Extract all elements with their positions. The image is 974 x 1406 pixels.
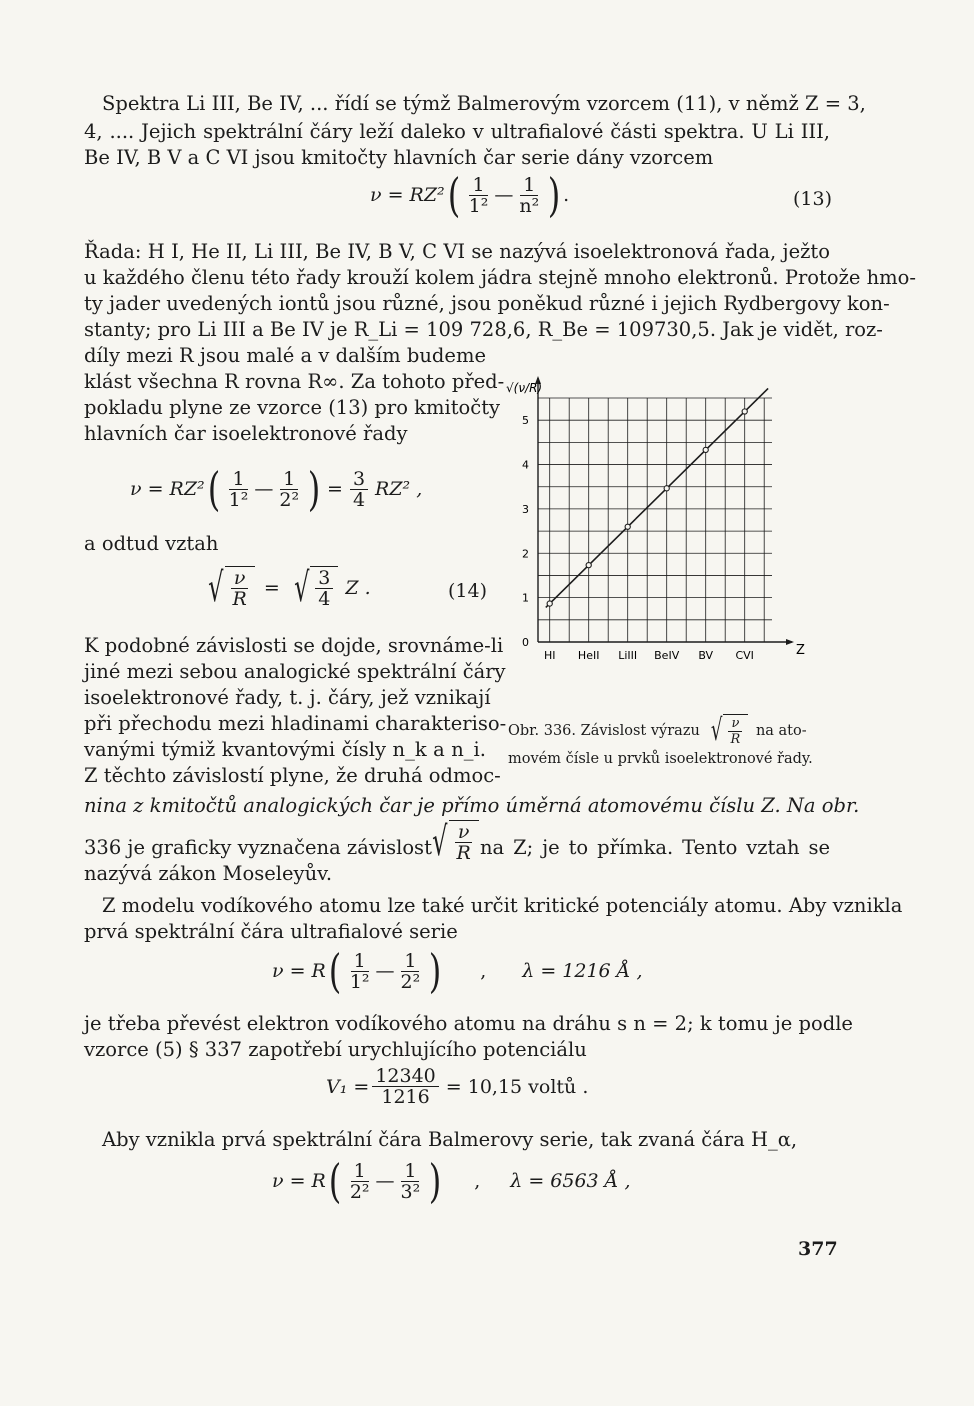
eq-lhs: ν = RZ² <box>370 184 445 206</box>
caption-text: Obr. 336. Závislost výrazu <box>508 723 700 739</box>
moseley-chart <box>500 366 820 676</box>
eq-comma: , <box>480 960 487 982</box>
text-line: při přechodu mezi hladinami charakteriso- <box>84 712 507 735</box>
eq-tail: Z . <box>345 577 371 599</box>
data-point <box>625 524 630 529</box>
equals-sign: = <box>263 577 280 599</box>
minus-sign: — <box>494 184 514 206</box>
text-line: nina z kmitočtů analogických čar je přímo úměrná atomovému číslu Z. Na obr. <box>84 794 860 817</box>
caption-text: na ato- <box>755 723 807 739</box>
text-line: a odtud vztah <box>84 532 219 555</box>
y-tick-label: 1 <box>522 591 529 605</box>
square-root: √ $\frac{\nu}{R}$ <box>203 566 255 610</box>
eq-lambda: λ = 6563 Å , <box>510 1170 631 1192</box>
x-axis-label: Z <box>796 643 805 658</box>
right-paren: ) <box>547 168 561 222</box>
equation-v1 <box>326 1066 588 1107</box>
series-line <box>546 388 768 607</box>
fraction: $\frac{1}{\text{1²}}$ <box>349 949 370 993</box>
text-line: pokladu plyne ze vzorce (13) pro kmitočty <box>84 396 501 419</box>
fraction: $\frac{1}{\text{2²}}$ <box>279 467 300 511</box>
text-line: Z těchto závislostí plyne, že druhá odmoc- <box>84 764 501 787</box>
chart-marks <box>546 388 768 607</box>
minus-sign: — <box>375 960 395 982</box>
data-point <box>586 563 591 568</box>
text-line: 4, .... Jejich spektrální čáry leží daleko v ultrafialové části spektra. U Li III, <box>84 120 830 143</box>
eq-lhs: V₁ = <box>326 1075 370 1098</box>
figure-caption-line2: movém čísle u prvků isoelektronové řady. <box>508 751 813 767</box>
text-line: na Z; je to přímka. Tento vztah se <box>480 836 830 859</box>
equation-lyman <box>272 944 643 998</box>
eq-lhs: ν = R <box>272 1170 326 1192</box>
y-tick-label: 5 <box>522 414 529 428</box>
right-paren: ) <box>307 462 321 516</box>
fraction: $\frac{12340}{1216}$ <box>372 1066 438 1107</box>
x-tick-label: BV <box>698 649 714 662</box>
text-line: u každého členu této řady krouží kolem jádra stejně mnoho elektronů. Protože hmo- <box>84 266 916 289</box>
text-line: Be IV, B V a C VI jsou kmitočty hlavních čar serie dány vzorcem <box>84 146 714 169</box>
text-line: K podobné závislosti se dojde, srovnáme-li <box>84 634 504 657</box>
data-point <box>742 409 747 414</box>
text-line: ty jader uvedených iontů jsou různé, jsou poněkud různé i jejich Rydbergovy kon- <box>84 292 890 315</box>
text-line: 336 je graficky vyznačena závislost <box>84 836 432 859</box>
x-tick-label: BeIV <box>654 649 680 662</box>
text-line: vanými týmiž kvantovými čísly n_k a n_i. <box>84 738 486 761</box>
y-tick-label: 4 <box>522 458 529 472</box>
data-point <box>664 486 669 491</box>
y-tick-label: 2 <box>522 547 529 561</box>
equation-13 <box>370 168 570 222</box>
minus-sign: — <box>375 1170 395 1192</box>
text-line: vzorce (5) § 337 zapotřebí urychlujícího potenciálu <box>84 1038 587 1061</box>
eq-lhs: ν = RZ² <box>130 478 205 500</box>
y-tick-label: 0 <box>522 636 529 649</box>
text-line: Z modelu vodíkového atomu lze také určit kritické potenciály atomu. Aby vznikla <box>102 894 903 917</box>
text-line: isoelektronové řady, t. j. čáry, jež vznikají <box>84 686 491 709</box>
eq-tail: RZ² , <box>375 478 423 500</box>
data-point <box>547 601 552 606</box>
fraction: $\frac{1}{\text{2²}}$ <box>400 949 421 993</box>
text-line: je třeba převést elektron vodíkového atomu na dráhu s n = 2; k tomu je podle <box>84 1012 853 1035</box>
equation-main-lines <box>130 462 423 516</box>
text-line: Spektra Li III, Be IV, ... řídí se týmž Balmerovým vzorcem (11), v němž Z = 3, <box>102 92 866 115</box>
right-paren: ) <box>428 1154 442 1208</box>
text-line: Řada: H I, He II, Li III, Be IV, B V, C VI se nazývá isoelektronová řada, ježto <box>84 240 830 263</box>
text-line: nazývá zákon Moseleyův. <box>84 862 333 885</box>
left-paren: ( <box>207 462 220 516</box>
caption-sqrt: √ $\frac{\nu}{R}$ <box>707 714 748 748</box>
fraction: $\frac{1}{\text{1²}}$ <box>228 467 249 511</box>
x-tick-label: HI <box>543 649 556 662</box>
equation-14 <box>200 566 371 610</box>
text-line: Aby vznikla prvá spektrální čára Balmerovy serie, tak zvaná čára H_α, <box>102 1128 798 1151</box>
figure-caption-line1 <box>508 714 832 748</box>
left-paren: ( <box>328 1154 342 1208</box>
x-tick-label: CVI <box>735 649 754 662</box>
chart-ticks <box>522 414 754 662</box>
text-line: díly mezi R jsou malé a v dalším budeme <box>84 344 486 367</box>
eq-lambda: λ = 1216 Å , <box>522 960 643 982</box>
equation-number: (13) <box>793 188 833 210</box>
fraction: $\frac{3}{4}$ <box>350 469 368 510</box>
fraction: $\frac{1}{\text{n²}}$ <box>519 173 540 217</box>
eq-tail: = 10,15 voltů . <box>445 1075 589 1098</box>
text-line: prvá spektrální čára ultrafialové serie <box>84 920 458 943</box>
fraction: $\frac{1}{\text{3²}}$ <box>400 1159 421 1203</box>
equals-sign: = <box>327 478 343 500</box>
left-paren: ( <box>328 944 342 998</box>
fraction: $\frac{1}{\text{2²}}$ <box>349 1159 370 1203</box>
left-paren: ( <box>447 168 460 222</box>
right-paren: ) <box>428 944 442 998</box>
text-line: klást všechna R rovna R∞. Za tohoto před- <box>84 370 505 393</box>
equation-number: (14) <box>448 580 488 602</box>
fraction: $\frac{1}{\text{1²}}$ <box>468 173 489 217</box>
square-root: √ $\frac{3}{4}$ <box>289 566 339 610</box>
page-number: 377 <box>798 1238 838 1260</box>
x-axis-arrow <box>786 639 794 645</box>
data-point <box>703 447 708 452</box>
x-tick-label: LiIII <box>618 649 638 662</box>
x-tick-label: HeII <box>577 649 600 662</box>
eq-comma: , <box>474 1170 481 1192</box>
y-tick-label: 3 <box>522 502 529 516</box>
inline-sqrt: √ $\frac{\nu}{R}$ <box>424 820 482 864</box>
minus-sign: — <box>254 478 274 500</box>
text-line: jiné mezi sebou analogické spektrální čáry <box>84 660 506 683</box>
chart-grid <box>538 398 772 642</box>
text-line: hlavních čar isoelektronové řady <box>84 422 408 445</box>
y-axis-label: √(ν/R) <box>506 381 543 395</box>
chart-axes <box>535 376 794 645</box>
equation-balmer <box>272 1154 631 1208</box>
text-line: stanty; pro Li III a Be IV je R_Li = 109 728,6, R_Be = 109730,5. Jak je vidět, roz- <box>84 318 883 341</box>
eq-tail: . <box>563 184 570 206</box>
eq-lhs: ν = R <box>272 960 326 982</box>
